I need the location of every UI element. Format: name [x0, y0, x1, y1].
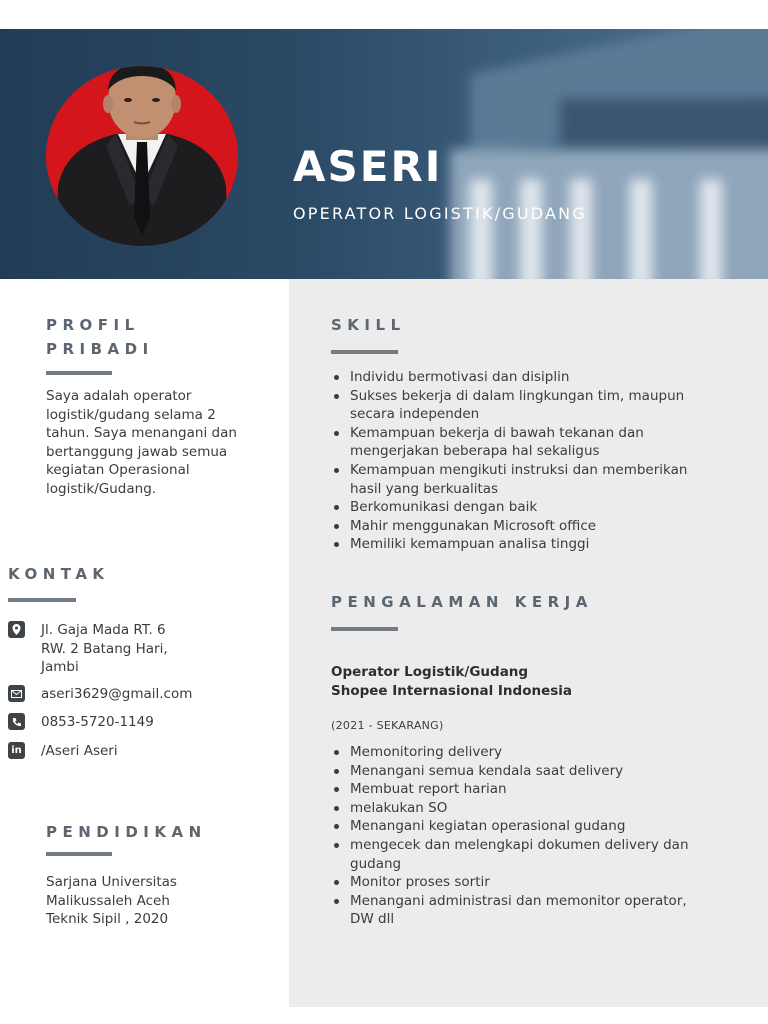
duty-item: Menangani semua kendala saat delivery [331, 762, 731, 781]
profile-divider [46, 371, 112, 375]
education-line: Teknik Sipil , 2020 [46, 911, 169, 927]
profile-line: logistik/Gudang. [46, 480, 157, 497]
skill-item: Memiliki kemampuan analisa tinggi [331, 535, 731, 554]
education-divider [46, 852, 112, 856]
linkedin-text[interactable]: /Aseri Aseri [41, 743, 118, 759]
profile-text [46, 387, 237, 498]
contact-phone [8, 713, 154, 732]
linkedin-icon: in [8, 742, 25, 759]
skill-heading: SKILL [331, 316, 406, 334]
contact-linkedin [8, 742, 118, 761]
experience-heading: PENGALAMAN KERJA [331, 593, 593, 611]
address-line: RW. 2 Batang Hari, [41, 640, 168, 657]
background-column [570, 179, 592, 279]
experience-duties [331, 743, 731, 929]
experience-period: (2021 - SEKARANG) [331, 719, 444, 732]
profile-line: Saya adalah operator [46, 388, 192, 404]
skill-item: Individu bermotivasi dan disiplin [331, 368, 731, 387]
background-column [520, 179, 542, 279]
contact-divider [8, 598, 76, 602]
address-line: Jl. Gaja Mada RT. 6 [41, 622, 166, 638]
experience-divider [331, 627, 398, 631]
candidate-name: ASERI [293, 142, 443, 191]
profile-line: tahun. Saya menangani dan [46, 425, 237, 441]
skill-list [331, 368, 731, 554]
skill-item: Sukses bekerja di dalam lingkungan tim, maupun secara independen [331, 387, 731, 424]
email-icon [8, 685, 25, 702]
background-column [630, 179, 652, 279]
experience-company: Shopee Internasional Indonesia [331, 683, 573, 699]
experience-position: Operator Logistik/Gudang [331, 664, 529, 680]
background-column [700, 179, 722, 279]
skill-item: Kemampuan mengikuti instruksi dan memberikan hasil yang berkualitas [331, 461, 731, 498]
education-line: Sarjana Universitas [46, 874, 177, 890]
education-text [46, 873, 177, 929]
contact-heading: KONTAK [8, 565, 110, 583]
person-portrait [46, 66, 238, 246]
contact-address [8, 621, 168, 677]
profile-line: bertanggung jawab semua [46, 443, 228, 460]
phone-icon [8, 713, 25, 730]
skill-divider [331, 350, 398, 354]
duty-item: Memonitoring delivery [331, 743, 731, 762]
duty-item: Monitor proses sortir [331, 873, 731, 892]
background-column [470, 179, 492, 279]
profile-heading-line2: PRIBADI [46, 340, 154, 358]
phone-text[interactable]: 0853-5720-1149 [41, 714, 154, 730]
education-line: Malikussaleh Aceh [46, 892, 170, 909]
profile-heading [46, 313, 154, 361]
profile-line: logistik/gudang selama 2 [46, 406, 216, 423]
duty-item: Membuat report harian [331, 780, 731, 799]
job-title: OPERATOR LOGISTIK/GUDANG [293, 204, 587, 223]
address-line: Jambi [41, 659, 79, 675]
profile-line: kegiatan Operasional [46, 462, 190, 478]
duty-item: melakukan SO [331, 799, 731, 818]
duty-item: Menangani administrasi dan memonitor operator, DW dll [331, 892, 731, 929]
duty-item: Menangani kegiatan operasional gudang [331, 817, 731, 836]
location-icon [8, 621, 25, 638]
contact-email [8, 685, 192, 704]
skill-item: Mahir menggunakan Microsoft office [331, 517, 731, 536]
duty-item: mengecek dan melengkapi dokumen delivery dan gudang [331, 836, 731, 873]
profile-photo [46, 66, 238, 246]
profile-heading-line1: PROFIL [46, 316, 140, 334]
education-heading: PENDIDIKAN [46, 823, 207, 841]
email-text[interactable]: aseri3629@gmail.com [41, 686, 193, 702]
skill-item: Kemampuan bekerja di bawah tekanan dan mengerjakan beberapa hal sekaligus [331, 424, 731, 461]
skill-item: Berkomunikasi dengan baik [331, 498, 731, 517]
